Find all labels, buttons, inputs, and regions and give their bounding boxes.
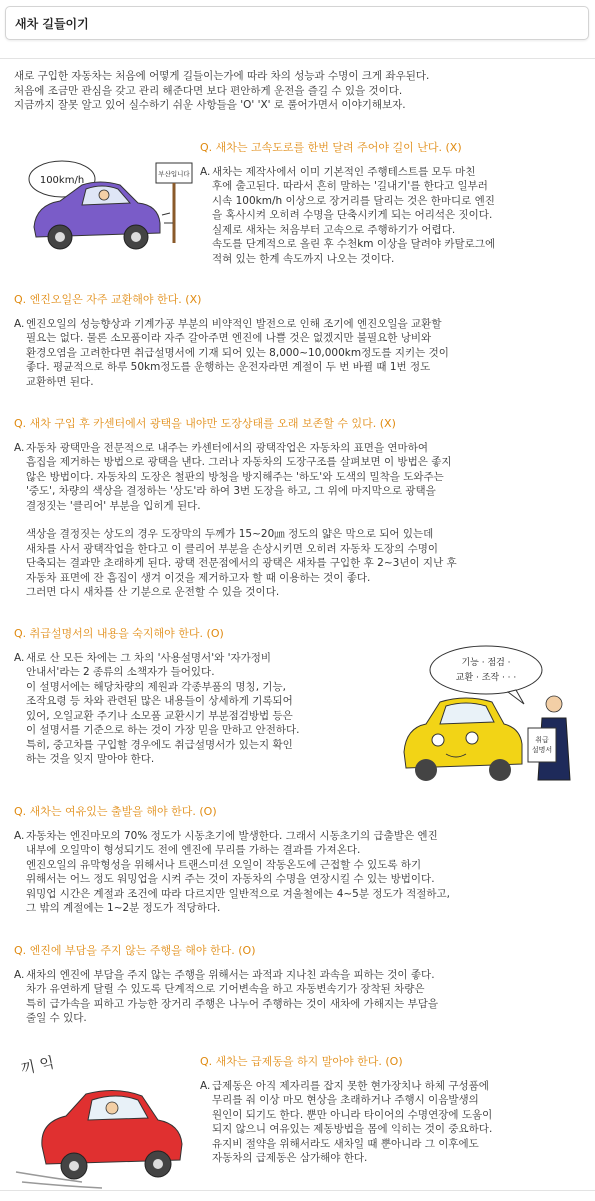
answer-block — [14, 317, 584, 390]
answer-line: 교환하면 된다. — [26, 375, 94, 388]
answer-line: 조작요령 등 차와 관련된 많은 내용들이 상세하게 기록되어 — [26, 695, 293, 707]
answer-block — [14, 968, 584, 1026]
qa-section-2 — [14, 293, 584, 389]
intro-paragraph — [14, 69, 584, 113]
answer-block — [14, 829, 584, 916]
answer-line: 워밍업 시간은 계절과 조건에 따라 다르지만 일반적으로 겨울철에는 4~5분 정도가 적절하고, — [26, 887, 451, 900]
answer-line: 좋다. 평균적으로 하루 50km정도를 운행하는 운전자라면 계절이 두 번 바뀔 때 1번 정도 — [26, 361, 431, 373]
answer-block — [200, 1079, 585, 1166]
bubble-line-1: 기능 · 점검 · — [461, 658, 511, 668]
answer-line: 원인이 되기도 한다. 뿐만 아니라 타이어의 수명연장에 도움이 — [212, 1108, 493, 1121]
qa-section-7 — [200, 1055, 585, 1166]
answer-line: 자동차 광택만을 전문적으로 내주는 카센터에서의 광택작업은 자동차의 표면을 연마하여 — [26, 441, 428, 454]
answer-line: 흠집을 제거하는 방법으로 광택을 낸다. 그러나 자동차의 도장구조를 살펴보면 이 방법은 좋지 — [26, 456, 452, 468]
answer-line: 자동차의 급제동은 삼가해야 한다. — [212, 1152, 368, 1164]
question-heading: Q. 취급설명서의 내용을 숙지해야 한다. (O) — [14, 627, 224, 640]
question-heading: Q. 새차는 여유있는 출발을 해야 한다. (O) — [14, 805, 217, 818]
answer-line: 새차를 사서 광택작업을 한다고 이 클리어 부분을 손상시키면 오히려 자동차 도장의 수명이 — [26, 542, 439, 555]
answer-marker: A. — [200, 1079, 211, 1092]
answer-line: 안내서'라는 2 종류의 소책자가 들어있다. — [26, 666, 215, 678]
question-heading: Q. 새차는 급제동을 하지 말아야 한다. (O) — [200, 1055, 403, 1068]
answer-line: 시속 100km/h 이상으로 장거리를 달리는 것은 한마디로 엔진 — [212, 194, 495, 207]
speed-bubble-text: 100km/h — [39, 175, 85, 186]
answer-line: 특히 급가속을 피하고 가능한 장거리 주행은 나누어 주행하는 것이 새차에 가해지는 부담을 — [26, 997, 439, 1010]
question-heading: Q. 새차는 고속도로를 한번 달려 주어야 길이 난다. (X) — [200, 141, 462, 154]
answer-line: 실제로 새차는 처음부터 고속으로 주행하기가 어렵다. — [212, 223, 456, 236]
answer-line: 새차의 엔진에 부담을 주지 않는 주행을 위해서는 과적과 지나친 과속을 피하는 것이 좋다. — [26, 968, 435, 981]
answer-line: 유지비 절약을 위해서라도 새차일 때 뿐아니라 그 이후에도 — [212, 1137, 479, 1150]
bottom-divider — [0, 1190, 595, 1191]
answer-line: 새로 산 모든 차에는 그 차의 '사용설명서'와 '자가정비 — [26, 651, 272, 664]
answer-line: 그러면 다시 새차를 산 기분으로 운전할 수 있을 것이다. — [26, 586, 280, 598]
answer-line: 속도를 단계적으로 올린 후 수천km 이상을 달려야 카탈로그에 — [212, 238, 496, 250]
qa-section-5 — [14, 805, 584, 916]
intro-line: 지금까지 잘못 알고 있어 실수하기 쉬운 사항들을 'O' 'X' 로 풀어가면서 이야기해보자. — [14, 99, 406, 111]
answer-line: 자동차는 엔진마모의 70% 정도가 시동초기에 발생한다. 그래서 시동초기의 급출발은 엔진 — [26, 829, 438, 842]
answer-marker: A. — [200, 165, 211, 178]
answer-marker: A. — [14, 441, 25, 454]
road-sign-text: 부산입니다 — [158, 170, 190, 178]
answer-line: 이 설명서에는 해당차량의 제원과 각종부품의 명칭, 기능, — [26, 680, 286, 693]
page-title: 새차 길들이기 — [15, 17, 89, 31]
answer-line: 되지 않으니 여유있는 제동방법을 몸에 익히는 것이 중요하다. — [212, 1123, 493, 1135]
intro-line: 처음에 조금만 관심을 갖고 관리 해준다면 보다 편안하게 운전을 즐길 수 있을 것이다. — [14, 84, 403, 97]
question-heading: Q. 엔진오일은 자주 교환해야 한다. (X) — [14, 293, 202, 306]
brake-sound-text: 끼 익 — [19, 1053, 56, 1078]
answer-line: 자동차 표면에 잔 흠집이 생겨 이것을 제거하고자 할 때 이용하는 것이 좋다. — [26, 571, 371, 584]
manual-book-label-2: 설명서 — [531, 746, 553, 754]
yellow-car-illustration — [396, 640, 586, 790]
answer-block — [14, 441, 584, 600]
answer-marker: A. — [14, 968, 25, 981]
answer-line: 차가 유연하게 달릴 수 있도록 단계적으로 기어변속을 하고 자동변속기가 장착된 차량은 — [26, 983, 425, 995]
answer-line: 새차는 제작사에서 이미 기본적인 주행테스트를 모두 마친 — [212, 165, 476, 178]
purple-car-illustration — [20, 145, 200, 255]
answer-line: 결정짓는 '클리어' 부분을 입히게 된다. — [26, 499, 201, 512]
qa-section-6 — [14, 944, 584, 1026]
question-heading: Q. 엔진에 부담을 주지 않는 주행을 해야 한다. (O) — [14, 944, 256, 957]
answer-line: 후에 출고된다. 따라서 흔히 말하는 '길내기'를 한다고 일부러 — [212, 180, 488, 192]
answer-marker: A. — [14, 651, 25, 664]
answer-block — [14, 651, 414, 767]
qa-section-1 — [200, 141, 585, 266]
answer-marker: A. — [14, 829, 25, 842]
answer-line: 위해서는 어느 정도 워밍업을 시켜 주는 것이 자동차의 수명을 연장시킬 수 있는 방법이다. — [26, 873, 435, 885]
answer-line: '중도', 차량의 색상을 결정하는 '상도'라 하여 3번 도장을 하고, 그 위에 마지막으로 광택을 — [26, 485, 436, 497]
bubble-line-2: 교환 · 조작 · · · — [455, 673, 517, 683]
answer-line: 필요는 없다. 물론 소모품이라 자주 갈아주면 엔진에 나쁠 것은 없겠지만 불필요한 낭비와 — [26, 332, 432, 344]
qa-section-4 — [14, 627, 414, 767]
title-divider — [0, 58, 595, 59]
answer-line: 적혀 있는 한계 속도까지 나오는 것이다. — [212, 252, 395, 265]
answer-line: 있어, 오일교환 주기나 소모품 교환시기 부분점검방법 등은 — [26, 709, 293, 722]
answer-line: 무리를 줘 이상 마모 현상을 초래하거나 주행시 이음발생의 — [212, 1094, 479, 1106]
answer-line: 엔진오일의 성능향상과 기계가공 부분의 비약적인 발전으로 인해 조기에 엔진오일을 교환할 — [26, 317, 442, 330]
manual-book-label-1: 취급 — [535, 736, 549, 744]
answer-block — [200, 165, 585, 267]
answer-marker: A. — [14, 317, 25, 330]
answer-line: 하는 것을 잊지 말아야 한다. — [26, 753, 155, 765]
answer-line: 내부에 오일막이 형성되기도 전에 엔진에 무리를 가하는 결과를 가져온다. — [26, 844, 361, 856]
answer-line: 특히, 중고차를 구입할 경우에도 취급설명서가 있는지 확인 — [26, 738, 293, 751]
answer-line: 환경오염을 고려한다면 취급설명서에 기재 되어 있는 8,000~10,000km정도를 지키는 것이 — [26, 346, 449, 359]
answer-line: 그 밖의 계절에는 1~2분 정도가 적당하다. — [26, 902, 221, 914]
answer-line: 엔진오일의 유막형성을 위해서나 트랜스미션 오일이 작동온도에 근접할 수 있도록 하기 — [26, 858, 422, 871]
answer-line: 을 혹사시켜 오히려 수명을 단축시키게 되는 어리석은 짓이다. — [212, 209, 493, 221]
qa-section-3 — [14, 417, 584, 600]
answer-line: 이 설명서를 기준으로 하는 것이 가장 믿을 만하고 안전하다. — [26, 724, 300, 736]
answer-line: 색상을 결정짓는 상도의 경우 도장막의 두께가 15~20㎛ 정도의 얇은 막으로 되어 있는데 — [26, 528, 434, 540]
answer-line: 않은 방법이다. 자동차의 도장은 철판의 방청을 방지해주는 '하도'와 도색의 밀착을 도와주는 — [26, 470, 444, 483]
answer-line: 급제동은 아직 제자리를 잡지 못한 현가장치나 하체 구성품에 — [212, 1079, 489, 1092]
red-car-illustration — [12, 1048, 197, 1193]
intro-line: 새로 구입한 자동차는 처음에 어떻게 길들이는가에 따라 차의 성능과 수명이 크게 좌우된다. — [14, 70, 430, 82]
answer-line: 단축되는 결과만 초래하게 된다. 광택 전문점에서의 광택은 새차를 구입한 후 2~3년이 지난 후 — [26, 557, 457, 569]
question-heading: Q. 새차 구입 후 카센터에서 광택을 내야만 도장상태를 오래 보존할 수 있다. (X) — [14, 417, 396, 430]
title-box — [5, 6, 589, 40]
answer-line: 줄일 수 있다. — [26, 1012, 87, 1024]
